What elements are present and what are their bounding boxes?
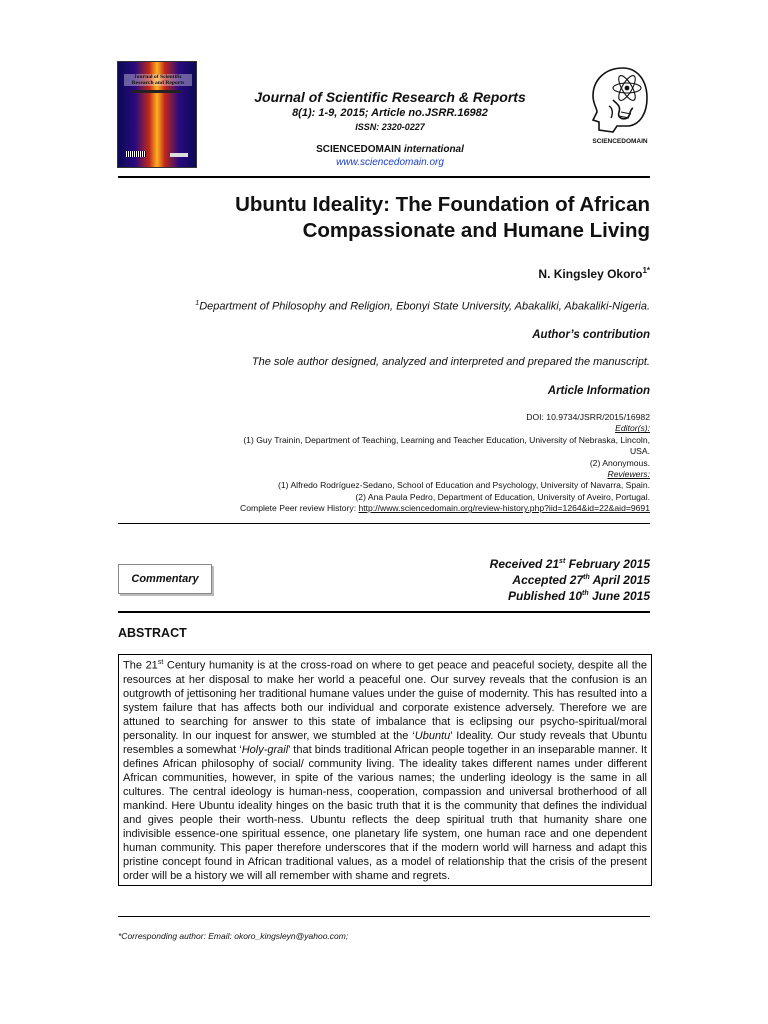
reviewer-1: (1) Alfredo Rodríguez-Sedano, School of Education and Psychology, University of Navarra, Spain. — [278, 480, 650, 491]
footnote-divider — [118, 916, 650, 917]
abstract-holy-grail: Holy-grail — [241, 743, 289, 756]
journal-cover-image — [118, 62, 196, 167]
publisher-suffix: international — [403, 144, 464, 155]
received-text: Received 21 — [489, 557, 560, 571]
editor-1-cont: USA. — [629, 446, 650, 457]
doi: DOI: 10.9734/JSRR/2015/16982 — [526, 412, 650, 422]
article-title — [118, 192, 650, 244]
published-month: June 2015 — [588, 589, 650, 603]
received-date — [490, 555, 650, 571]
cover-label — [170, 153, 188, 157]
published-text: Published 10 — [507, 589, 583, 603]
abstract-text-3: ’ Ideality. Our study reveals that Ubuntu resembles a somewhat ‘ — [123, 729, 647, 756]
received-month: February 2015 — [565, 557, 650, 571]
abstract-sup: st — [157, 659, 164, 666]
citation: 8(1): 1-9, 2015; Article no.JSRR.16982 — [292, 107, 488, 119]
abstract-text-1: The 21 — [123, 659, 158, 672]
article-type-badge: Commentary — [118, 564, 212, 594]
published-date — [490, 587, 650, 603]
abstract-ubuntu: Ubuntu — [414, 729, 451, 742]
sciencedomain-logo — [583, 64, 655, 136]
contribution-text: The sole author designed, analyzed and interpreted and prepared the manuscript. — [251, 356, 650, 368]
dates-divider — [118, 611, 650, 613]
received-sup: st — [559, 558, 566, 565]
logo-label: SCIENCEDOMAIN — [592, 138, 648, 145]
review-history — [90, 503, 650, 514]
accepted-date — [490, 571, 650, 587]
abstract-text-2: Century humanity is at the cross-road on where to get peace and peaceful society, despite all the resources at her disposal to make her world a peaceful one. Our survey reveals that the confusion is an outgrowth of jettisoning her traditional humane values under the guise of modernity. This has resulted into a system failure that has affects both our individual and corporate existence adversely. Therefore we are attuned to searching for answer to this state of imbalance that is eclipsing our psycho-spiritual/moral personality. In our inquest for answer, we stumbled at the ‘ — [123, 659, 647, 742]
review-history-link[interactable]: http://www.sciencedomain.org/review-history.php?iid=1264&id=22&aid=9691 — [358, 503, 650, 514]
header-divider — [118, 176, 650, 178]
article-dates — [490, 555, 650, 603]
author-name: N. Kingsley Okoro — [538, 267, 643, 281]
accepted-month: April 2015 — [589, 573, 650, 587]
title-line-2: Compassionate and Humane Living — [302, 219, 650, 242]
journal-name: Journal of Scientific Research & Reports — [254, 89, 526, 105]
editor-1: (1) Guy Trainin, Department of Teaching, Learning and Teacher Education, University of Nebraska, Lincoln, — [243, 434, 650, 445]
abstract-heading: ABSTRACT — [118, 626, 187, 640]
publisher-name: SCIENCEDOMAIN — [316, 144, 402, 155]
info-divider — [118, 523, 650, 524]
corresponding-author-footnote: *Corresponding author: Email: okoro_kingsleyn@yahoo.com; — [118, 931, 349, 941]
abstract-text-4: ’ that binds traditional African people together in an inseparable manner. It defines African philosophy of social/ community living. The ideality takes different names under different African communities, however, in spite of the various names; the underling ideology is the same in all cultures. The central ideology is human-ness, cooperation, compassion and universal brotherhood of all mankind. Here Ubuntu ideality hinges on the basic truth that it is the community that defines the individual and gives people their worth-ness. Ubuntu reflects the deep spiritual truth that humanity share one indivisible essence-one spiritual essence, one planetary life system, one human race and one dependent human community. This paper therefore underscores that if the modern world will harness and adapt this pristine concept found in African traditional values, as a model of relationship that the crisis of the present order will be a history we will all remember with shame and regrets. — [123, 743, 647, 882]
affiliation-sup: 1 — [195, 300, 200, 307]
author — [538, 266, 650, 281]
published-sup: th — [582, 590, 589, 597]
accepted-sup: th — [583, 574, 590, 581]
abstract-box — [118, 654, 652, 886]
affiliation — [195, 300, 650, 313]
contribution-heading: Author’s contribution — [532, 329, 650, 341]
affiliation-text: Department of Philosophy and Religion, Ebonyi State University, Abakaliki, Abakaliki-Nigeria. — [199, 300, 650, 313]
review-history-label: Complete Peer review History: — [240, 503, 359, 514]
article-info — [90, 412, 650, 515]
publisher-url[interactable]: www.sciencedomain.org — [336, 157, 444, 168]
title-line-1: Ubuntu Ideality: The Foundation of African — [235, 193, 650, 216]
cover-barcode — [126, 151, 146, 157]
editors-label: Editor(s): — [615, 423, 650, 434]
accepted-text: Accepted 27 — [512, 573, 584, 587]
cover-band — [132, 90, 182, 93]
publisher — [200, 144, 580, 155]
author-sup: 1* — [642, 266, 650, 275]
article-info-heading: Article Information — [547, 385, 650, 397]
issn: ISSN: 2320-0227 — [355, 122, 425, 132]
cover-title: Journal of Scientific Research and Reports — [124, 74, 192, 86]
editor-2: (2) Anonymous. — [589, 457, 650, 468]
reviewers-label: Reviewers: — [607, 469, 650, 480]
reviewer-2: (2) Ana Paula Pedro, Department of Education, University of Aveiro, Portugal. — [355, 491, 650, 502]
